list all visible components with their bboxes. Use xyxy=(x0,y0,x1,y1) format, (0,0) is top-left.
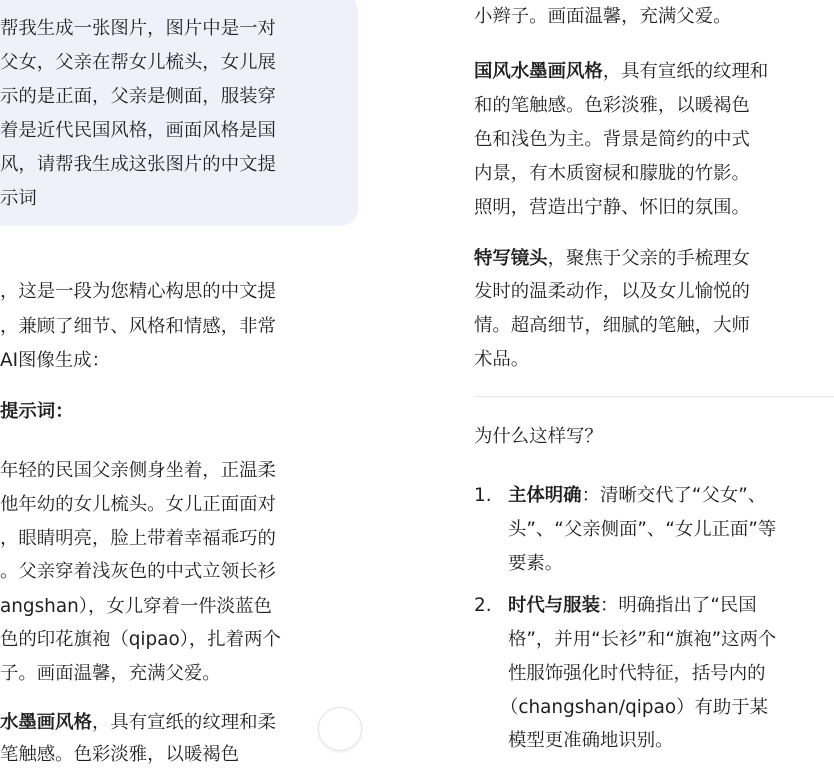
list-item-line: 模型更准确地识别。 xyxy=(508,730,674,751)
prompt-paragraph-line: 。父亲穿着浅灰色的中式立领长衫 xyxy=(0,561,276,582)
user-message-line: 风，请帮我生成这张图片的中文提 xyxy=(0,154,276,175)
list-item-keyword: 主体明确 xyxy=(508,485,582,506)
list-item-line: 头”、“父亲侧面”、“女儿正面”等 xyxy=(508,519,777,540)
user-message-line: 帮我生成一张图片，图片中是一对 xyxy=(0,18,276,39)
left-chat-pane xyxy=(0,0,408,765)
section-divider xyxy=(474,396,834,397)
style-paragraph-line: 水墨画风格，具有宣纸的纹理和柔 xyxy=(0,712,276,733)
user-message-line: 着是近代民国风格，画面风格是国 xyxy=(0,120,276,141)
list-item-line: 格”，并用“长衫”和“旗袍”这两个 xyxy=(508,629,777,650)
list-item-line: 要素。 xyxy=(508,553,564,574)
list-item-number: 1. xyxy=(474,485,492,506)
style-keyword: 国风水墨画风格 xyxy=(474,61,603,82)
style-paragraph-line: 国风水墨画风格，具有宣纸的纹理和 xyxy=(474,61,769,82)
prompt-paragraph-line: 子。画面温馨，充满父爱。 xyxy=(0,663,221,684)
closeup-paragraph-line: 术品。 xyxy=(474,349,530,370)
prompt-paragraph-line: 年轻的民国父亲侧身坐着，正温柔 xyxy=(0,460,276,481)
prompt-paragraph-line: angshan），女儿穿着一件淡蓝色 xyxy=(0,596,272,617)
scroll-down-button[interactable] xyxy=(318,707,362,751)
prompt-paragraph-line: ，眼睛明亮，脸上带着幸福乖巧的 xyxy=(0,528,276,549)
why-heading: 为什么这样写？ xyxy=(474,426,603,447)
user-message-line: 父女，父亲在帮女儿梳头，女儿展 xyxy=(0,52,276,73)
closeup-paragraph-line: 发时的温柔动作，以及女儿愉悦的 xyxy=(474,281,750,302)
response-intro-line: AI图像生成： xyxy=(0,350,110,371)
closeup-paragraph-line: 情。超高细节，细腻的笔触，大师 xyxy=(474,315,750,336)
style-paragraph-line: 照明，营造出宁静、怀旧的氛围。 xyxy=(474,197,750,218)
right-chat-pane xyxy=(408,0,815,749)
list-item: 时代与服装：明确指出了“民国 xyxy=(508,595,757,616)
user-message-line: 示词 xyxy=(0,188,37,209)
list-item-line: 性服饰强化时代特征，括号内的 xyxy=(508,663,766,684)
list-item-number: 2. xyxy=(474,595,492,616)
list-item-keyword: 时代与服装 xyxy=(508,595,600,616)
list-item-line: （changshan/qipao）有助于某 xyxy=(500,697,769,718)
prompt-paragraph-line: 色的印花旗袍（qipao），扎着两个 xyxy=(0,629,281,650)
user-message-line: 示的是正面，父亲是侧面，服装穿 xyxy=(0,86,276,107)
prompt-paragraph-line: 他年幼的女儿梳头。女儿正面面对 xyxy=(0,494,276,515)
response-intro-line: ，兼顾了细节、风格和情感，非常 xyxy=(0,316,276,337)
closeup-keyword: 特写镜头 xyxy=(474,248,548,269)
prompt-heading: 提示词： xyxy=(0,401,74,422)
response-intro-line: ，这是一段为您精心构思的中文提 xyxy=(0,281,276,302)
closeup-paragraph-line: 特写镜头，聚焦于父亲的手梳理女 xyxy=(474,248,750,269)
style-paragraph-line: 和的笔触感。色彩淡雅，以暖褐色 xyxy=(474,95,750,116)
list-item: 主体明确：清晰交代了“父女”、 xyxy=(508,485,767,506)
style-paragraph-line: 色和浅色为主。背景是简约的中式 xyxy=(474,129,750,150)
style-keyword: 水墨画风格 xyxy=(0,712,92,733)
response-line: 小辫子。画面温馨，充满父爱。 xyxy=(474,6,732,27)
style-paragraph-line: 笔触感。色彩淡雅，以暖褐色 xyxy=(0,744,240,765)
style-paragraph-line: 内景，有木质窗棂和朦胧的竹影。 xyxy=(474,163,750,184)
